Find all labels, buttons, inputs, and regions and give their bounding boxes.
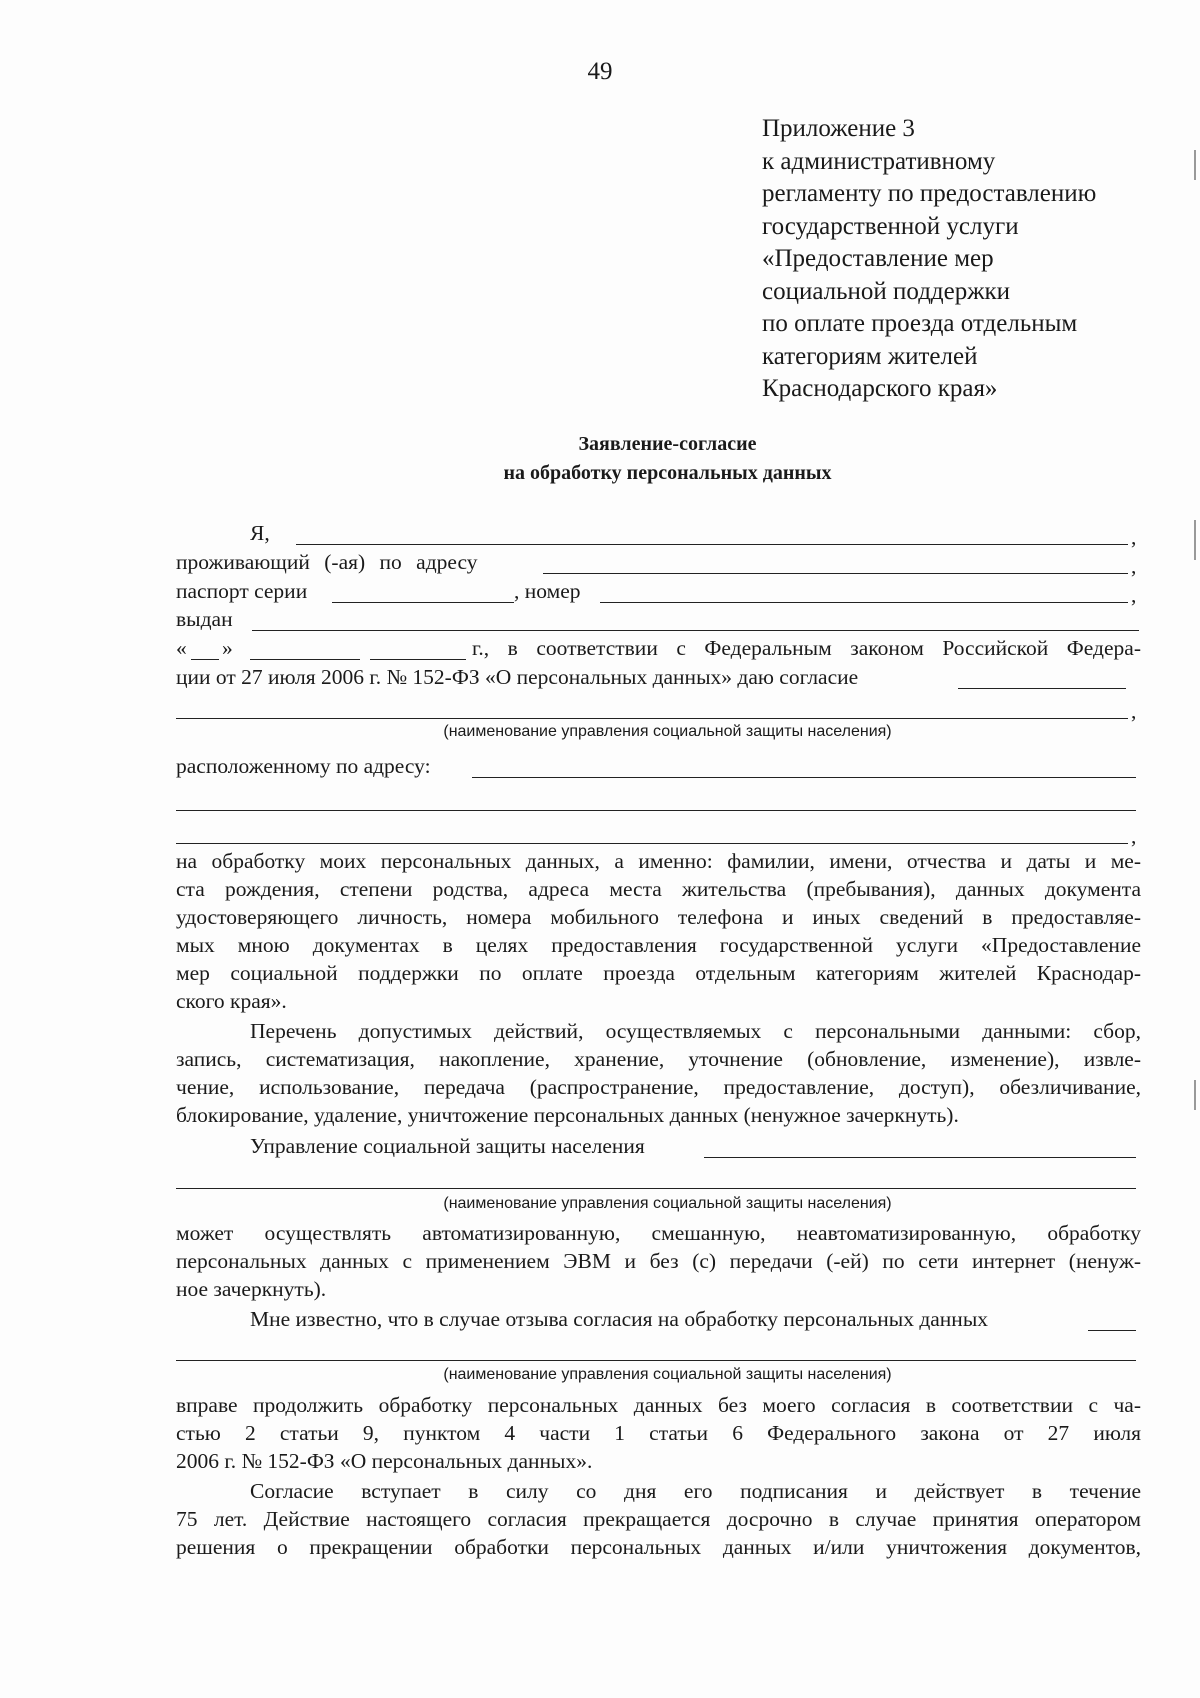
- paragraph-line: вправе продолжить обработку персональных данных без моего согласия в соответствии с ча-: [176, 1393, 1141, 1417]
- paragraph-line: ста рождения, степени родства, адреса места жительства (пребывания), данных документа: [176, 877, 1141, 901]
- paragraph-line: персональных данных с применением ЭВМ и без (с) передачи (-ей) по сети интернет (ненуж-: [176, 1249, 1141, 1273]
- org-name-field-2b[interactable]: [176, 1188, 1136, 1189]
- paragraph-line: удостоверяющего личность, номера мобильного телефона и иных сведений в предоставляе-: [176, 905, 1141, 929]
- address-field[interactable]: [543, 573, 1128, 574]
- comma: ,: [1131, 554, 1137, 578]
- issued-label: выдан: [176, 607, 233, 631]
- paragraph-line: запись, систематизация, накопление, хранение, уточнение (обновление, изменение), извле-: [176, 1047, 1141, 1071]
- appendix-line: по оплате проезда отдельным: [762, 310, 1078, 337]
- comma: ,: [1131, 525, 1137, 549]
- paragraph-line: мых мною документах в целях предоставления государственной услуги «Предоставление: [176, 933, 1141, 957]
- appendix-block: [762, 113, 1096, 406]
- paragraph-line: Мне известно, что в случае отзыва согласия на обработку персональных данных: [250, 1307, 989, 1331]
- org-name-field[interactable]: [176, 718, 1128, 719]
- consent-recipient-field[interactable]: [958, 688, 1126, 689]
- paragraph-line: блокирование, удаление, уничтожение персональных данных (ненужное зачеркнуть).: [176, 1103, 959, 1127]
- paragraph-line: 2006 г. № 152-ФЗ «О персональных данных».: [176, 1449, 593, 1473]
- org-name-field-3[interactable]: [1088, 1330, 1136, 1331]
- paragraph-line: мер социальной поддержки по оплате проезда отдельным категориям жителей Краснодар-: [176, 961, 1141, 985]
- appendix-line: Краснодарского края»: [762, 375, 998, 402]
- appendix-line: «Предоставление мер: [762, 245, 994, 272]
- comma: ,: [1131, 699, 1137, 723]
- paragraph-line: на обработку моих персональных данных, а именно: фамилии, имени, отчества и даты и ме-: [176, 849, 1141, 873]
- appendix-line: категориям жителей: [762, 342, 978, 370]
- passport-number-field[interactable]: [600, 602, 1128, 603]
- law-line: г., в соответствии с Федеральным законом Российской Федера-: [472, 636, 1141, 660]
- appendix-line: социальной поддержки: [762, 277, 1011, 305]
- org-name-field-3b[interactable]: [176, 1360, 1136, 1361]
- appendix-line: государственной услуги: [762, 212, 1019, 240]
- paragraph-line: ского края».: [176, 989, 287, 1013]
- page-number: 49: [587, 58, 613, 85]
- passport-number-label: , номер: [514, 579, 581, 603]
- paragraph-line: стью 2 статьи 9, пунктом 4 части 1 статьи 6 Федерального закона от 27 июля: [176, 1421, 1141, 1445]
- paragraph-line: ное зачеркнуть).: [176, 1277, 327, 1301]
- comma: ,: [1131, 824, 1137, 848]
- address-label-span: проживающий (-ая) по адресу: [176, 550, 478, 574]
- scan-edge-mark: [1194, 1080, 1196, 1110]
- org-address-field-3[interactable]: [176, 843, 1128, 844]
- located-at-label: расположенному по адресу:: [176, 754, 431, 778]
- appendix-line: регламенту по предоставлению: [762, 180, 1097, 207]
- paragraph-line: может осуществлять автоматизированную, смешанную, неавтоматизированную, обработку: [176, 1221, 1141, 1245]
- address-label-text: [176, 549, 521, 575]
- document-subtitle: на обработку персональных данных: [503, 462, 832, 484]
- law-line-end: ции от 27 июля 2006 г. № 152-ФЗ «О персональных данных» даю согласие: [176, 665, 859, 689]
- scan-edge-mark: [1194, 150, 1196, 180]
- scan-edge-mark: [1194, 520, 1196, 560]
- passport-series-field[interactable]: [332, 602, 514, 603]
- address-label: [176, 549, 526, 575]
- ya-label: Я,: [250, 521, 270, 545]
- document-title: Заявление-согласие: [578, 433, 757, 455]
- date-close-quote: »: [222, 636, 233, 660]
- paragraph-line: Управление социальной защиты населения: [250, 1134, 645, 1158]
- date-year-field[interactable]: [370, 659, 466, 660]
- date-month-field[interactable]: [250, 659, 360, 660]
- org-address-field-2[interactable]: [176, 810, 1136, 811]
- paragraph-line: решения о прекращении обработки персональных данных и/или уничтожения документов,: [176, 1535, 1141, 1559]
- paragraph-line: 75 лет. Действие настоящего согласия прекращается досрочно в случае принятия оператором: [176, 1507, 1141, 1531]
- paragraph-line: Перечень допустимых действий, осуществляемых с персональными данными: сбор,: [250, 1019, 1141, 1043]
- passport-series-label: паспорт серии: [176, 579, 308, 603]
- appendix-line: к административному: [762, 147, 996, 175]
- org-caption: (наименование управления социальной защиты населения): [443, 1195, 892, 1212]
- appendix-line: Приложение 3: [762, 115, 915, 142]
- paragraph-line: чение, использование, передача (распространение, предоставление, доступ), обезличивание,: [176, 1075, 1141, 1099]
- org-caption: (наименование управления социальной защиты населения): [443, 723, 892, 740]
- comma: ,: [1131, 583, 1137, 607]
- date-open-quote: «: [176, 636, 187, 660]
- date-day-field[interactable]: [191, 659, 219, 660]
- paragraph-line: Согласие вступает в силу со дня его подписания и действует в течение: [250, 1479, 1141, 1503]
- issued-field[interactable]: [252, 630, 1139, 631]
- org-caption: (наименование управления социальной защиты населения): [443, 1366, 892, 1383]
- org-name-field-2[interactable]: [704, 1157, 1136, 1158]
- full-name-field[interactable]: [296, 544, 1128, 545]
- org-address-field[interactable]: [472, 777, 1136, 778]
